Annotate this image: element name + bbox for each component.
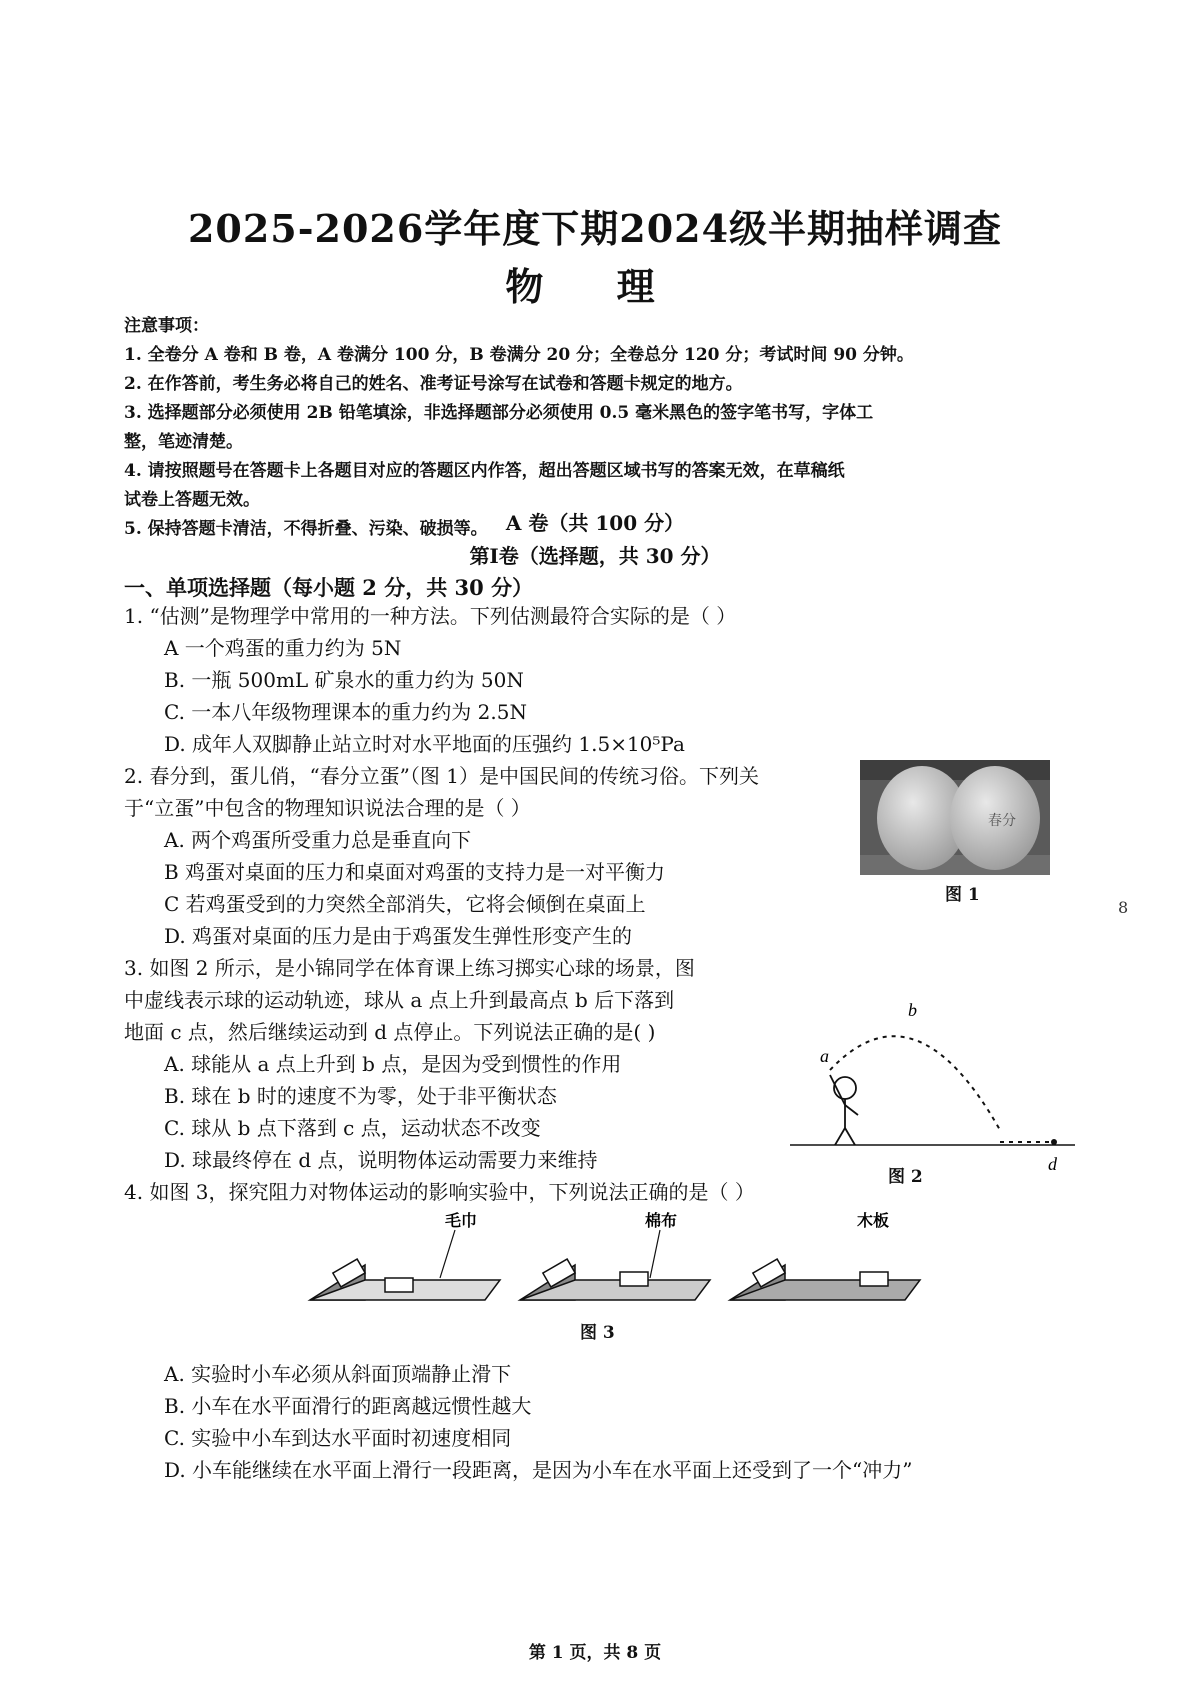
note-item: 1. 全卷分 A 卷和 B 卷，A 卷满分 100 分，B 卷满分 20 分；全卷总分 120 分；考试时间 90 分钟。 — [124, 345, 914, 365]
question-1-option-b: B. 一瓶 500mL 矿泉水的重力约为 50N — [164, 668, 524, 692]
ramp-board — [730, 1212, 920, 1300]
notes-heading: 注意事项： — [124, 316, 209, 336]
figure-2-point-d: d — [1048, 1154, 1057, 1174]
margin-mark: 8 — [1118, 898, 1129, 917]
question-3-option-a: A. 球能从 a 点上升到 b 点，是因为受到惯性的作用 — [164, 1052, 622, 1076]
note-item: 3. 选择题部分必须使用 2B 铅笔填涂，非选择题部分必须使用 0.5 毫米黑色的签字笔书写，字体工 — [124, 403, 874, 423]
question-3-stem-line1: 3. 如图 2 所示，是小锦同学在体育课上练习掷实心球的场景，图 — [124, 956, 695, 980]
note-item: 整，笔迹清楚。 — [124, 432, 243, 452]
figure-1-eggs-photo — [860, 760, 1050, 875]
question-4-option-a: A. 实验时小车必须从斜面顶端静止滑下 — [164, 1362, 512, 1386]
question-4-stem: 4. 如图 3，探究阻力对物体运动的影响实验中，下列说法正确的是（ ） — [124, 1180, 755, 1204]
figure-2-point-a: a — [820, 1046, 829, 1066]
figure-2-caption: 图 2 — [888, 1167, 923, 1187]
note-item: 5. 保持答题卡清洁，不得折叠、污染、破损等。 — [124, 519, 488, 539]
question-2-option-c: C 若鸡蛋受到的力突然全部消失，它将会倾倒在桌面上 — [164, 892, 646, 916]
volume-a-heading: A 卷（共 100 分） — [505, 511, 685, 535]
page-number: 第 1 页，共 8 页 — [528, 1643, 662, 1663]
question-3-stem-line2: 中虚线表示球的运动轨迹，球从 a 点上升到最高点 b 后下落到 — [124, 988, 675, 1012]
figure-3-ramps-diagram — [305, 1210, 925, 1310]
question-3-option-b: B. 球在 b 时的速度不为零，处于非平衡状态 — [164, 1084, 557, 1108]
ramp-towel — [310, 1212, 500, 1300]
question-2-option-b: B 鸡蛋对桌面的压力和桌面对鸡蛋的支持力是一对平衡力 — [164, 860, 666, 884]
ramp-cotton — [520, 1211, 710, 1300]
question-1-option-c: C. 一本八年级物理课本的重力约为 2.5N — [164, 700, 527, 724]
question-2-stem-line1: 2. 春分到，蛋儿俏，“春分立蛋”（图 1）是中国民间的传统习俗。下列关 — [124, 764, 759, 788]
note-item: 4. 请按照题号在答题卡上各题目对应的答题区内作答，超出答题区域书写的答案无效，在草稿纸 — [124, 461, 845, 481]
question-2-option-d: D. 鸡蛋对桌面的压力是由于鸡蛋发生弹性形变产生的 — [164, 924, 633, 948]
mc-section-heading: 一、单项选择题（每小题 2 分，共 30 分） — [124, 575, 534, 600]
surface-label-cotton: 棉布 — [645, 1213, 678, 1230]
note-item: 试卷上答题无效。 — [124, 490, 260, 510]
figure-3-caption: 图 3 — [580, 1323, 615, 1343]
exam-title: 2025-2026学年度下期2024级半期抽样调查 — [187, 206, 1003, 251]
question-1-stem: 1. “估测”是物理学中常用的一种方法。下列估测最符合实际的是（ ） — [124, 604, 737, 628]
surface-label-board: 木板 — [857, 1213, 890, 1230]
question-4-option-c: C. 实验中小车到达水平面时初速度相同 — [164, 1426, 512, 1450]
question-3-stem-line3: 地面 c 点，然后继续运动到 d 点停止。下列说法正确的是( ) — [124, 1020, 656, 1044]
question-1-option-d: D. 成年人双脚静止站立时对水平地面的压强约 1.5×10⁵Pa — [164, 732, 685, 756]
subject-title: 物 理 — [505, 264, 685, 309]
figure-2-throw-diagram — [790, 1000, 1090, 1174]
figure-2-point-b: b — [908, 1000, 917, 1020]
question-3-option-c: C. 球从 b 点下落到 c 点，运动状态不改变 — [164, 1116, 541, 1140]
question-2-stem-line2: 于“立蛋”中包含的物理知识说法合理的是（ ） — [124, 796, 531, 820]
surface-label-towel: 毛巾 — [445, 1213, 478, 1230]
svg-text:春分: 春分 — [988, 814, 1016, 829]
question-2-option-a: A. 两个鸡蛋所受重力总是垂直向下 — [164, 828, 472, 852]
question-3-option-d: D. 球最终停在 d 点，说明物体运动需要力来维持 — [164, 1148, 598, 1172]
part-one-heading: 第Ⅰ卷（选择题，共 30 分） — [469, 544, 721, 568]
figure-1-caption: 图 1 — [945, 885, 980, 905]
question-4-option-b: B. 小车在水平面滑行的距离越远惯性越大 — [164, 1394, 532, 1418]
question-1-option-a: A 一个鸡蛋的重力约为 5N — [164, 636, 402, 660]
question-4-option-d: D. 小车能继续在水平面上滑行一段距离，是因为小车在水平面上还受到了一个“冲力” — [164, 1458, 913, 1482]
note-item: 2. 在作答前，考生务必将自己的姓名、准考证号涂写在试卷和答题卡规定的地方。 — [124, 374, 743, 394]
